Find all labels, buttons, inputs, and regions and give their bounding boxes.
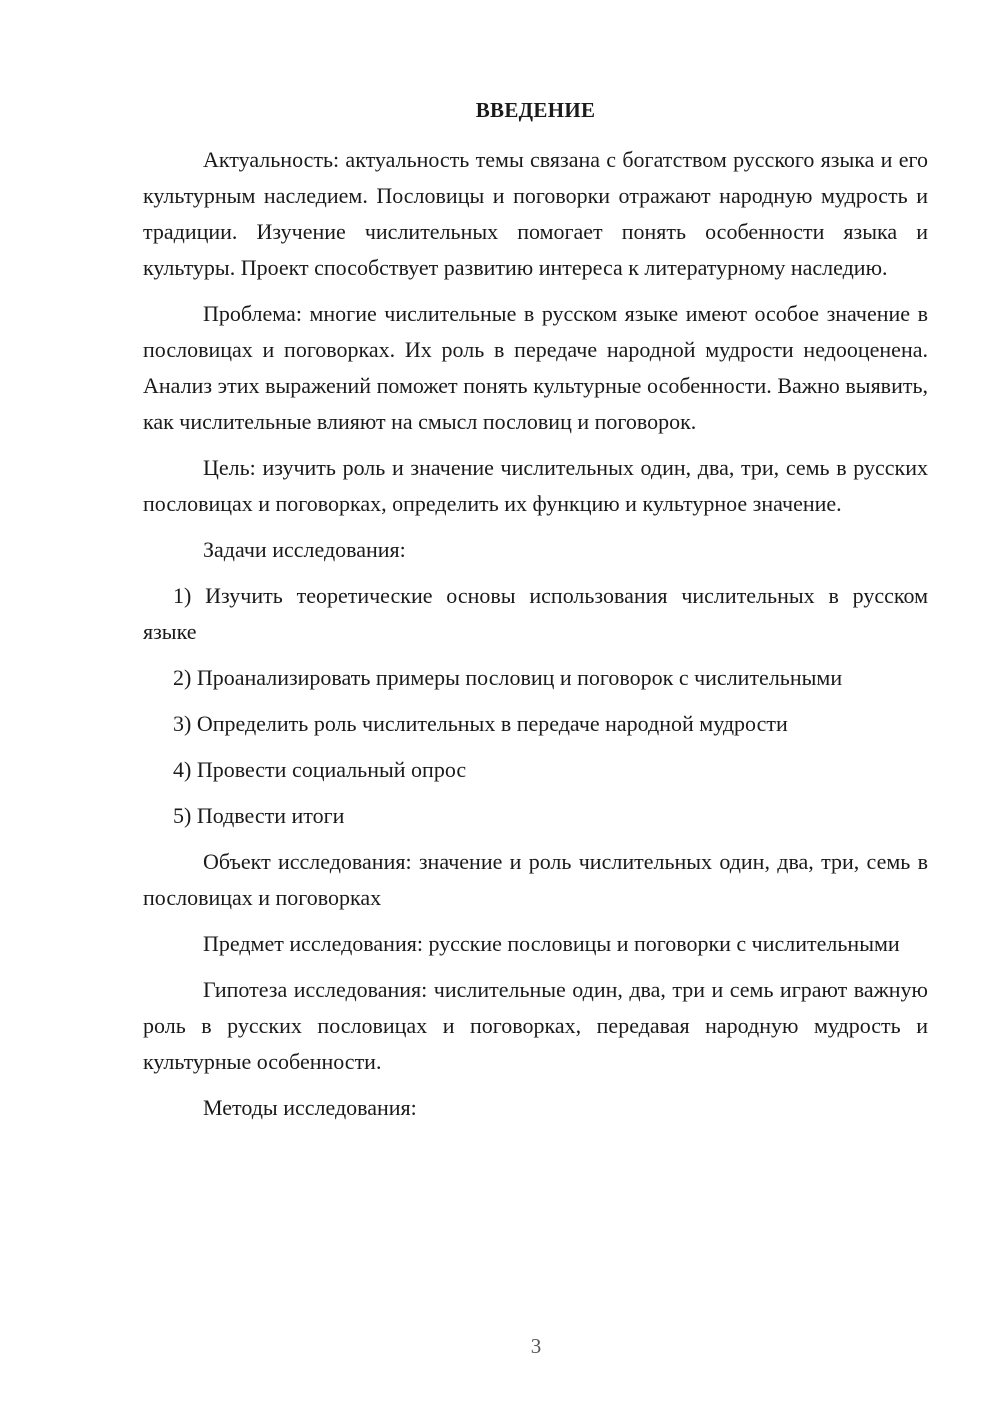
task-item: 4) Провести социальный опрос (173, 757, 467, 782)
paragraph-object: Объект исследования: значение и роль числительных один, два, три, семь в пословицах и поговорках (143, 849, 928, 910)
task-item: 2) Проанализировать примеры пословиц и поговорок с числительными (173, 665, 843, 690)
task-item: 5) Подвести итоги (173, 803, 345, 828)
paragraph-subject: Предмет исследования: русские пословицы и поговорки с числительными (203, 931, 900, 956)
section-title: ВВЕДЕНИЕ (475, 98, 596, 122)
task-item: 1) Изучить теоретические основы использования числительных в русском языке (143, 583, 928, 644)
tasks-heading: Задачи исследования: (203, 537, 406, 562)
task-item: 3) Определить роль числительных в передаче народной мудрости (173, 711, 788, 736)
document-body (143, 96, 928, 1136)
paragraph-hypothesis: Гипотеза исследования: числительные один, два, три и семь играют важную роль в русских пословицах и поговорках, передавая народную мудрость и культурные особенности. (143, 977, 928, 1074)
paragraph-relevance: Актуальность: актуальность темы связана с богатством русского языка и его культурным наследием. Пословицы и поговорки отражают народную мудрость и традиции. Изучение числительных помогает понять особенности языка и культуры. Проект способствует развитию интереса к литературному наследию. (143, 147, 928, 280)
methods-heading: Методы исследования: (203, 1095, 417, 1120)
paragraph-goal: Цель: изучить роль и значение числительных один, два, три, семь в русских пословицах и поговорках, определить их функцию и культурное значение. (143, 455, 928, 516)
page-number: 3 (530, 1334, 542, 1358)
paragraph-problem: Проблема: многие числительные в русском языке имеют особое значение в пословицах и поговорках. Их роль в передаче народной мудрости недооценена. Анализ этих выражений поможет понять культурные особенности. Важно выявить, как числительные влияют на смысл пословиц и поговорок. (143, 301, 928, 434)
